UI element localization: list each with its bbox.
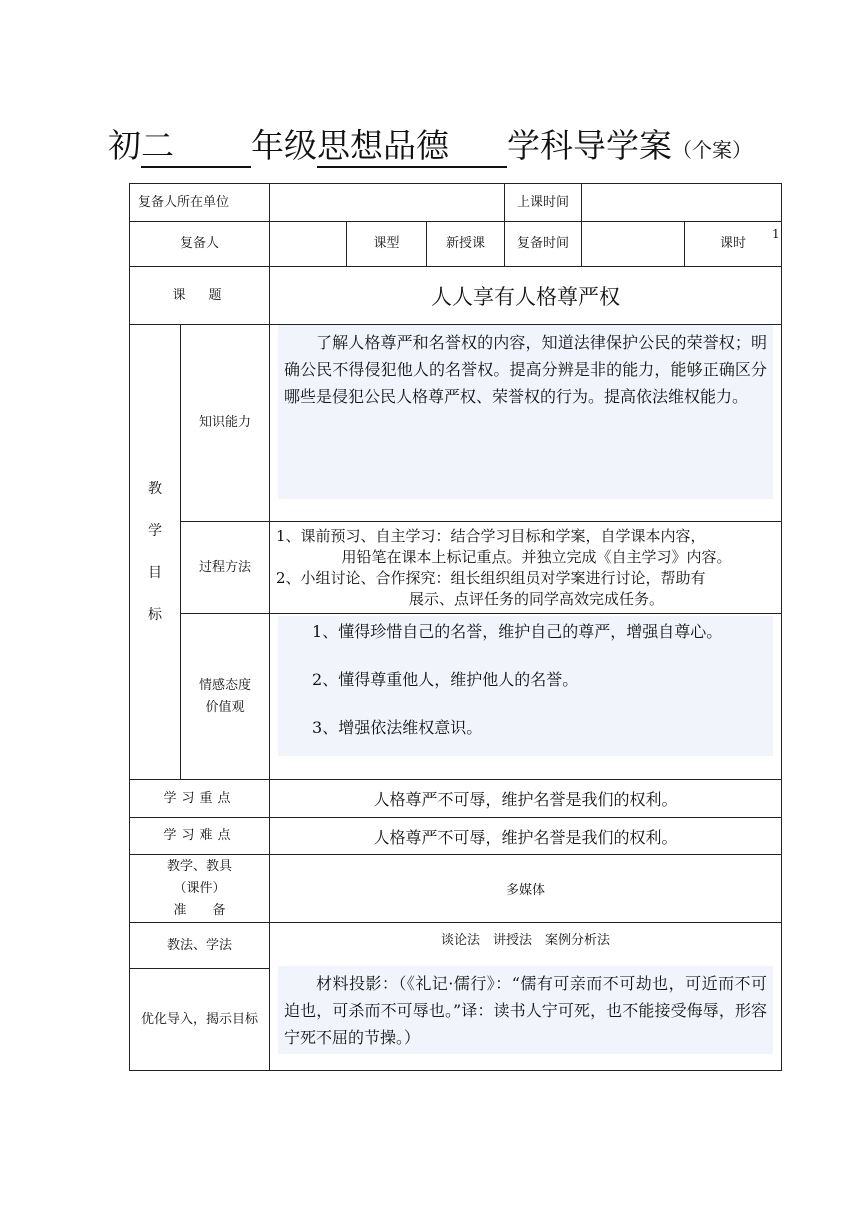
emotion-item: 1、懂得珍惜自己的名誉，维护自己的尊严，增强自尊心。: [312, 622, 723, 641]
grade-suffix: 年级: [251, 126, 317, 165]
row-key-points: [130, 780, 782, 818]
prep-time-value: [582, 222, 685, 267]
lesson-type-label: 课型: [347, 222, 427, 267]
prep-value: 多媒体: [270, 855, 782, 923]
key-points-label: 学习重点: [130, 780, 270, 818]
methods-intro-cell: [270, 923, 782, 1071]
emotion-label: [181, 614, 270, 780]
row-unit: [130, 184, 782, 222]
intro-text: 材料投影：（《礼记·儒行》：“儒有可亲而不可劫也，可近而不可迫也，可杀而不可辱也。”译：读书人宁可死，也不能接受侮辱，形容宁死不屈的节操。）: [278, 966, 773, 1054]
knowledge-cell: [270, 325, 782, 522]
methods-value: 谈论法 讲授法 案例分析法: [441, 933, 611, 948]
prep-label-line-1: 教学、教具: [167, 858, 233, 874]
process-cell: [270, 522, 782, 614]
row-process: [130, 522, 782, 614]
objectives-char: 目: [148, 565, 162, 581]
prep-label-line-2: （课件）: [173, 880, 226, 896]
methods-label: 教法、学法: [130, 923, 270, 969]
preparer-value: [270, 222, 347, 267]
process-item-2-line-2: 展示、点评任务的同学高效完成任务。: [409, 589, 665, 608]
process-item-2-line-1: 2、小组讨论、合作探究：组长组织组员对学案进行讨论，帮助有: [276, 568, 706, 587]
unit-label: 复备人所在单位: [130, 184, 270, 222]
row-preparer: [130, 222, 782, 267]
subject-value: 思想品德: [317, 126, 449, 165]
difficulties-value: 人格尊严不可辱，维护名誉是我们的权利。: [270, 818, 782, 855]
objectives-group-label: [130, 325, 181, 780]
period-label: 课时: [685, 222, 782, 267]
row-topic: [130, 267, 782, 325]
subject-suffix: 学科导学案: [507, 126, 672, 165]
row-methods: [130, 923, 782, 969]
emotion-list: [278, 616, 773, 756]
objectives-char: 学: [148, 523, 162, 539]
intro-label: 优化导入，揭示目标: [130, 969, 270, 1071]
class-time-value: [582, 184, 782, 222]
title-prefix: 初: [108, 126, 141, 165]
subject-blank: [317, 126, 507, 168]
page-title: [0, 122, 860, 174]
row-prep: [130, 855, 782, 923]
emotion-label-line-1: 情感态度: [199, 677, 252, 693]
preparer-label: 复备人: [130, 222, 270, 267]
topic-label: 课 题: [130, 267, 270, 325]
knowledge-label: 知识能力: [181, 325, 270, 522]
difficulties-label: 学习难点: [130, 818, 270, 855]
lesson-plan-table: [129, 183, 782, 1071]
prep-time-label: 复备时间: [505, 222, 582, 267]
process-list: [270, 526, 781, 610]
key-points-value: 人格尊严不可辱，维护名誉是我们的权利。: [270, 780, 782, 818]
process-label: 过程方法: [181, 522, 270, 614]
title-note: （个案）: [672, 138, 752, 162]
emotion-item: 2、懂得尊重他人，维护他人的名誉。: [312, 670, 579, 689]
unit-value: [270, 184, 505, 222]
class-time-label: 上课时间: [505, 184, 582, 222]
period-value: 1: [772, 227, 780, 241]
lesson-type-value: 新授课: [427, 222, 505, 267]
grade-value: 二: [141, 126, 174, 165]
process-item-1-line-1: 1、课前预习、自主学习：结合学习目标和学案，自学课本内容，: [276, 526, 706, 545]
objectives-char: 教: [148, 481, 162, 497]
prep-label-line-3: 准 备: [173, 902, 226, 918]
topic-value: 人人享有人格尊严权: [270, 267, 782, 325]
objectives-char: 标: [148, 607, 162, 623]
emotion-label-line-2: 价值观: [205, 699, 245, 715]
emotion-item: 3、增强依法维权意识。: [312, 718, 483, 737]
emotion-cell: [270, 614, 782, 780]
row-difficulties: [130, 818, 782, 855]
knowledge-text: 了解人格尊严和名誉权的内容，知道法律保护公民的荣誉权；明确公民不得侵犯他人的名誉权。提高分辨是非的能力，能够正确区分哪些是侵犯公民人格尊严权、荣誉权的行为。提高依法维权能力。: [278, 325, 773, 499]
row-knowledge: [130, 325, 782, 522]
process-item-1-line-2: 用铅笔在课本上标记重点。并独立完成《自主学习》内容。: [341, 547, 732, 566]
prep-label: [130, 855, 270, 923]
grade-blank: [141, 126, 251, 168]
row-emotion: [130, 614, 782, 780]
